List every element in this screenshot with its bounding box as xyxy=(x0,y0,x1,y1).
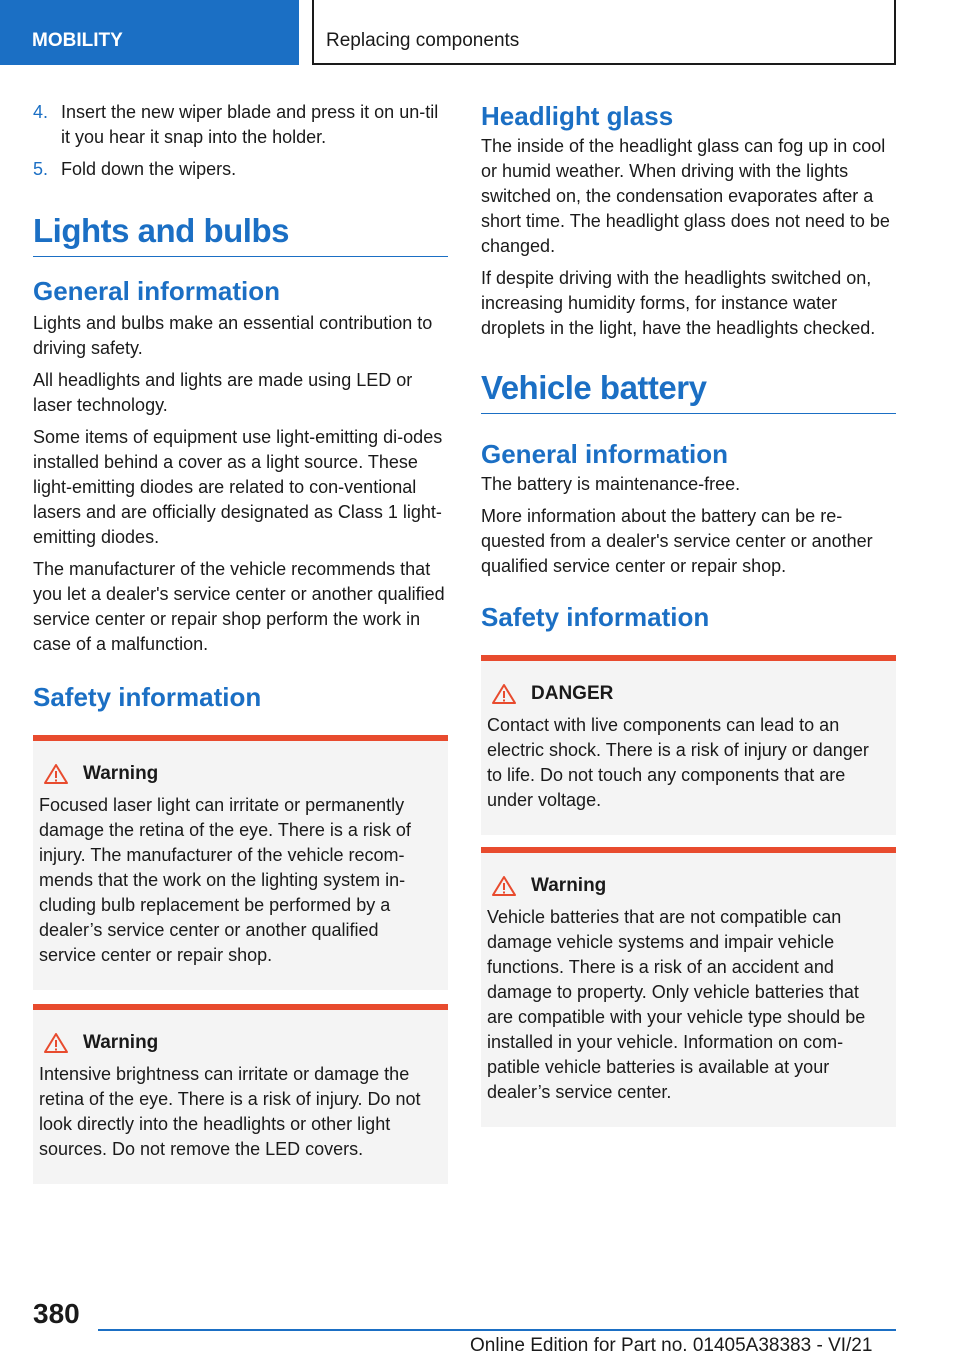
step-number: 5. xyxy=(33,159,49,179)
subheading-safety-information: Safety information xyxy=(33,682,262,712)
footer-divider xyxy=(98,1329,896,1331)
subheading-general-information: General information xyxy=(33,276,281,306)
page-number: 380 xyxy=(33,1298,80,1329)
paragraph: The manufacturer of the vehicle recommends that you let a dealer's service center or another qualified service center or repair shop perform the work in case of a malfunction. xyxy=(33,559,445,654)
footer-edition: Online Edition for Part no. 01405A38383 - VI/21 xyxy=(470,1335,873,1356)
paragraph: Lights and bulbs make an essential contribution to driving safety. xyxy=(33,313,433,358)
subheading-safety-information: Safety information xyxy=(481,602,710,632)
subheading-headlight-glass: Headlight glass xyxy=(481,101,674,131)
step-text: Insert the new wiper blade and press it on un-til it you hear it snap into the holder. xyxy=(61,102,439,147)
section-heading-lights: Lights and bulbs xyxy=(33,212,448,257)
warning-triangle-icon xyxy=(491,875,517,897)
paragraph: The inside of the headlight glass can fog up in cool or humid weather. When driving with the lights switched on, the condensation evaporates after a short time. The headlight glass does not need to be changed. xyxy=(481,136,890,256)
danger-box xyxy=(481,655,896,835)
subheading-general-information: General information xyxy=(481,439,729,469)
warning-title xyxy=(487,683,888,705)
warning-text: Contact with live components can lead to an electric shock. There is a risk of injury or danger to life. Do not touch any components that are under voltage. xyxy=(487,715,869,810)
warning-label: Warning xyxy=(83,1032,159,1053)
warning-box xyxy=(33,1004,448,1184)
warning-title xyxy=(39,1032,440,1054)
right-column xyxy=(481,100,896,1127)
warning-text: Focused laser light can irritate or permanently damage the retina of the eye. There is a risk of injury. The manufacturer of the vehicle recom-mends that the work on the lighting system in-cluding bulb replacement be performed by a dealer’s service center or another qualified service center or repair shop. xyxy=(39,795,411,965)
list-item xyxy=(33,100,448,150)
warning-label: Warning xyxy=(83,763,159,784)
header-chapter-title: Replacing components xyxy=(312,0,896,65)
warning-title xyxy=(39,763,440,785)
paragraph: If despite driving with the headlights switched on, increasing humidity forms, for instance water droplets in the light, have the headlights checked. xyxy=(481,268,876,338)
warning-text: Intensive brightness can irritate or damage the retina of the eye. There is a risk of injury. Do not look directly into the headlights or other light sources. Do not remove the LED covers. xyxy=(39,1064,421,1159)
warning-triangle-icon xyxy=(43,1032,69,1054)
warning-label: Warning xyxy=(531,875,607,896)
warning-title xyxy=(487,875,888,897)
step-number: 4. xyxy=(33,102,49,122)
header-section-tab: MOBILITY xyxy=(0,0,299,65)
step-text: Fold down the wipers. xyxy=(61,159,237,179)
warning-label: DANGER xyxy=(531,683,614,704)
warning-box xyxy=(481,847,896,1127)
paragraph: More information about the battery can be re-quested from a dealer's service center or another qualified service center or repair shop. xyxy=(481,506,873,576)
warning-box xyxy=(33,735,448,990)
paragraph: The battery is maintenance-free. xyxy=(481,474,741,494)
warning-triangle-icon xyxy=(491,683,517,705)
warning-triangle-icon xyxy=(43,763,69,785)
list-item xyxy=(33,157,448,182)
section-heading-vehicle-battery: Vehicle battery xyxy=(481,369,896,414)
warning-text: Vehicle batteries that are not compatible can damage vehicle systems and impair vehicle functions. There is a risk of an accident and damage to property. Only vehicle batteries that are compatible with your vehicle type should be installed in your vehicle. Information on com-patible vehicle batteries is available at your dealer’s service center. xyxy=(487,907,866,1102)
left-column xyxy=(33,100,448,1184)
paragraph: Some items of equipment use light-emitting di-odes installed behind a cover as a light source. These light-emitting diodes are related to con-ventional lasers and are officially designated as Class 1 light-emitting diodes. xyxy=(33,427,443,547)
paragraph: All headlights and lights are made using LED or laser technology. xyxy=(33,370,413,415)
